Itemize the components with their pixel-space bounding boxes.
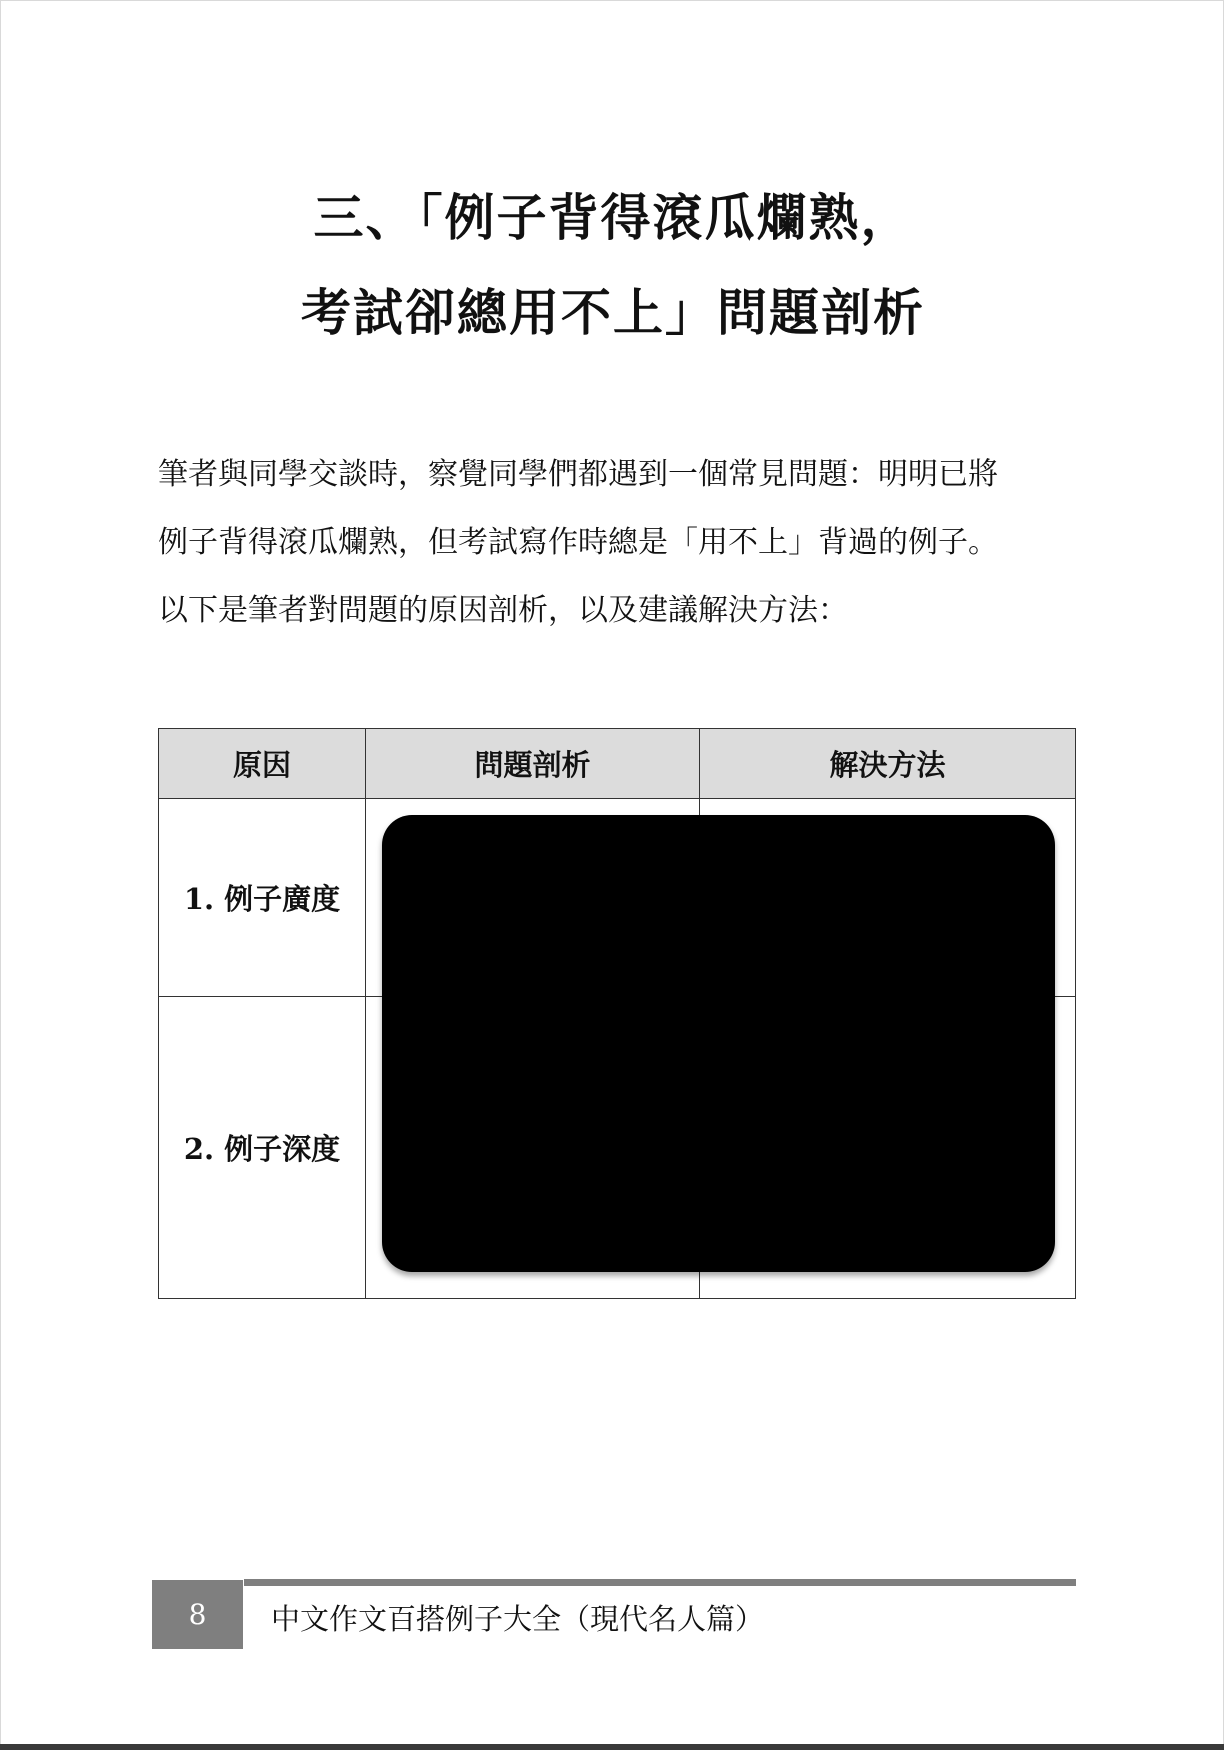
cause-cell: 1. 例子廣度 (159, 799, 366, 997)
page-number: 8 (188, 1598, 207, 1631)
table-header-row (159, 729, 1076, 799)
intro-line: 例子背得滾瓜爛熟，但考試寫作時總是「用不上」背過的例子。 (158, 525, 998, 560)
header-solution: 解決方法 (700, 729, 1076, 799)
section-title-line-1: 三、「例子背得滾瓜爛熟， (313, 189, 913, 247)
intro-line: 以下是筆者對問題的原因剖析，以及建議解決方法： (158, 593, 848, 628)
header-analysis: 問題剖析 (366, 729, 700, 799)
book-title: 中文作文百搭例子大全（現代名人篇） (271, 1602, 765, 1636)
footer-rule (244, 1579, 1076, 1586)
viewer-bottom-edge (0, 1744, 1224, 1750)
section-title-line-2: 考試卻總用不上」問題剖析 (301, 284, 925, 342)
redaction-block (382, 815, 1055, 1272)
header-cause: 原因 (159, 729, 366, 799)
cause-cell: 2. 例子深度 (159, 997, 366, 1299)
page-number-box (152, 1580, 243, 1649)
intro-line: 筆者與同學交談時，察覺同學們都遇到一個常見問題：明明已將 (158, 457, 998, 492)
intro-paragraph (158, 441, 1078, 645)
